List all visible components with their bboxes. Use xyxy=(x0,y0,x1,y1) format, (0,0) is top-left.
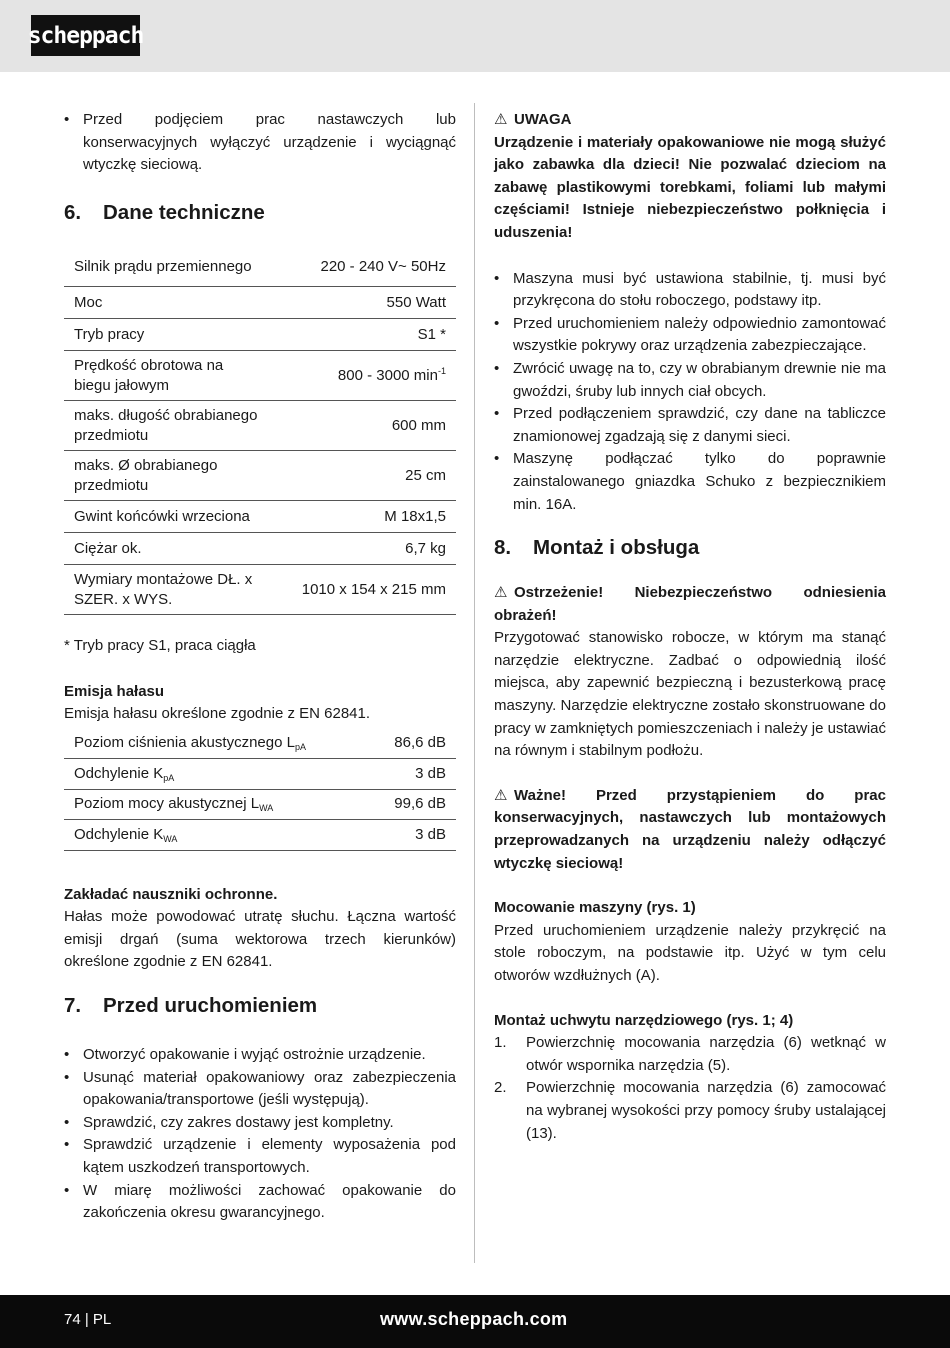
spec-label: maks. Ø obrabianego przedmiotu xyxy=(64,451,274,501)
spec-value: 220 - 240 V~ 50Hz xyxy=(274,248,456,287)
spec-label: Ciężar ok. xyxy=(64,533,274,565)
table-row xyxy=(64,401,456,451)
spec-label: Prędkość obrotowa na biegu jałowym xyxy=(64,351,274,401)
list-item: • Zwrócić uwagę na to, czy w obrabianym drewnie nie ma gwoździ, śruby lub innych ciał obcych. xyxy=(494,359,886,400)
noise-table xyxy=(64,728,456,851)
warning-text: Urządzenie i materiały opakowaniowe nie mogą służyć jako zabawka dla dzieci! Nie pozwalać dzieciom na zabawę plastikowymi torebkami, foliami lub małymi częściami! Istnieje niebezpieczeństwo połknięcia i uduszenia! xyxy=(494,133,886,241)
section-heading-7: 7. Przed uruchomieniem xyxy=(64,993,318,1017)
spec-value: 800 - 3000 $\min^{-1}$ xyxy=(274,351,456,401)
noise-title: Emisja hałasu xyxy=(64,682,165,700)
spec-value: 6,7 kg xyxy=(274,533,456,565)
ear-protection-text: Hałas może powodować utratę słuchu. Łączna wartość emisji drgań (suma wektorowa trzech kierunków) określone zgodnie z EN 62841. xyxy=(64,908,456,971)
spec-value: 600 mm xyxy=(274,401,456,451)
spec-label: Wymiary montażowe DŁ. x SZER. x WYS. xyxy=(64,565,274,615)
column-divider xyxy=(474,103,475,1263)
list-item: • W miarę możliwości zachować opakowanie do zakończenia okresu gwarancyjnego. xyxy=(64,1181,456,1222)
list-item: • Usunąć materiał opakowaniowy oraz zabezpieczenia opakowania/transportowe (jeśli występują). xyxy=(64,1068,456,1109)
footnote: * Tryb pracy S1, praca ciągła xyxy=(64,637,256,655)
spec-table xyxy=(64,248,456,616)
table-row xyxy=(64,565,456,615)
noise-label: Odchylenie $K_{WA}$ xyxy=(64,819,369,850)
list-item: • Przed podłączeniem sprawdzić, czy dane na tabliczce znamionowej zgadzają się z danymi sieci. xyxy=(494,405,886,445)
warning-triangle-icon: ⚠ xyxy=(494,584,508,602)
list-item: 2. Powierzchnię mocowania narzędzia (6) zamocować na wybranej wysokości przy pomocy śruby ustalającej (13). xyxy=(494,1079,886,1142)
table-row xyxy=(64,351,456,401)
mounting-title: Mocowanie maszyny (rys. 1) xyxy=(494,899,696,917)
spec-value: 25 cm xyxy=(274,451,456,501)
scheppach-logo: scheppach xyxy=(31,15,140,56)
safety-bullet-list xyxy=(494,268,886,517)
right-column xyxy=(494,109,886,1145)
noise-value: 3 dB xyxy=(369,758,456,789)
page-number: 74 | PL xyxy=(64,1311,112,1328)
table-row xyxy=(64,758,456,789)
ear-protection-title: Zakładać nauszniki ochronne. xyxy=(64,885,278,903)
intro-bullet-list xyxy=(64,109,456,177)
list-item: • Sprawdzić, czy zakres dostawy jest kompletny. xyxy=(64,1113,394,1131)
noise-value: 3 dB xyxy=(369,819,456,850)
warning-triangle-icon: ⚠ xyxy=(494,786,508,804)
website-link[interactable]: www.scheppach.com xyxy=(380,1309,568,1329)
spec-label: Moc xyxy=(64,287,274,319)
list-item: • Maszynę podłączać tylko do poprawnie zainstalowanego gniazdka Schuko z bezpiecznikiem min. 16A. xyxy=(494,450,886,513)
noise-label: Poziom mocy akustycznej $L_{WA}$ xyxy=(64,789,369,819)
table-row xyxy=(64,819,456,850)
list-item: • Przed uruchomieniem należy odpowiednio zamontować wszystkie pokrywy oraz urządzenia zabezpieczające. xyxy=(494,314,886,355)
caution-title: ⚠ Ostrzeżenie! Niebezpieczeństwo odniesienia obrażeń! xyxy=(494,584,886,624)
section-heading-6: 6. Dane techniczne xyxy=(64,200,265,224)
spec-value: S1 * xyxy=(274,319,456,351)
list-item: • Przed podjęciem prac nastawczych lub konserwacyjnych wyłączyć urządzenie i wyciągnąć wtyczkę sieciową. xyxy=(64,111,456,174)
table-row xyxy=(64,501,456,533)
page-footer xyxy=(0,1295,950,1348)
spec-value: 550 Watt xyxy=(274,287,456,319)
spec-label: maks. długość obrabianego przedmiotu xyxy=(64,401,274,451)
list-item: • Sprawdzić urządzenie i elementy wyposażenia pod kątem uszkodzeń transportowych. xyxy=(64,1136,456,1176)
important-note: ⚠ Ważne! Przed przystąpieniem do prac konserwacyjnych, nastawczych lub montażowych przeprowadzanych na urządzeniu należy odłączyć wtyczkę sieciową! xyxy=(494,786,886,872)
table-row xyxy=(64,287,456,319)
warning-title: ⚠ UWAGA xyxy=(494,109,886,132)
spec-value: M 18x1,5 xyxy=(274,501,456,533)
noise-text: Emisja hałasu określone zgodnie z EN 62841. xyxy=(64,705,371,723)
noise-label: Poziom ciśnienia akustycznego $L_{pA}$ xyxy=(64,728,369,758)
noise-value: 99,6 dB xyxy=(369,789,456,819)
noise-value: 86,6 dB xyxy=(369,728,456,758)
table-row xyxy=(64,319,456,351)
spec-label: Silnik prądu przemiennego xyxy=(64,248,274,287)
list-item: 1. Powierzchnię mocowania narzędzia (6) wetknąć w otwór wspornika narzędzia (5). xyxy=(494,1034,886,1074)
table-row xyxy=(64,789,456,819)
spec-label: Tryb pracy xyxy=(64,319,274,351)
table-row xyxy=(64,728,456,758)
spec-label: Gwint końcówki wrzeciona xyxy=(64,501,274,533)
tool-holder-title: Montaż uchwytu narzędziowego (rys. 1; 4) xyxy=(494,1011,794,1029)
table-row xyxy=(64,533,456,565)
left-column xyxy=(64,109,456,1225)
section-heading-8: 8. Montaż i obsługa xyxy=(494,536,700,560)
spec-value: 1010 x 154 x 215 mm xyxy=(274,565,456,615)
warning-triangle-icon: ⚠ xyxy=(494,111,508,128)
page-header xyxy=(0,0,950,72)
list-item: • Otworzyć opakowanie i wyjąć ostrożnie urządzenie. xyxy=(64,1045,426,1063)
caution-text: Przygotować stanowisko robocze, w którym ma stanąć narzędzie elektryczne. Zadbać o odpowiednią ilość miejsca, aby zapewnić bezpieczną i bezusterkową pracę maszyny. Narzędzie elektryczne zostało skonstruowane do pracy w zamkniętych pomieszczeniach i należy je ustawiać na równym i stabilnym podłożu. xyxy=(494,629,886,760)
noise-label: Odchylenie $K_{pA}$ xyxy=(64,758,369,789)
list-item: • Maszyna musi być ustawiona stabilnie, tj. musi być przykręcona do stołu roboczego, podstawy itp. xyxy=(494,269,886,310)
mounting-text: Przed uruchomieniem urządzenie należy przykręcić na stole roboczym, na podstawie itp. Użyć w tym celu otworów wzdłużnych (A). xyxy=(494,921,886,984)
before-start-list xyxy=(64,1044,456,1225)
tool-holder-steps xyxy=(494,1032,886,1145)
table-row xyxy=(64,248,456,287)
table-row xyxy=(64,451,456,501)
